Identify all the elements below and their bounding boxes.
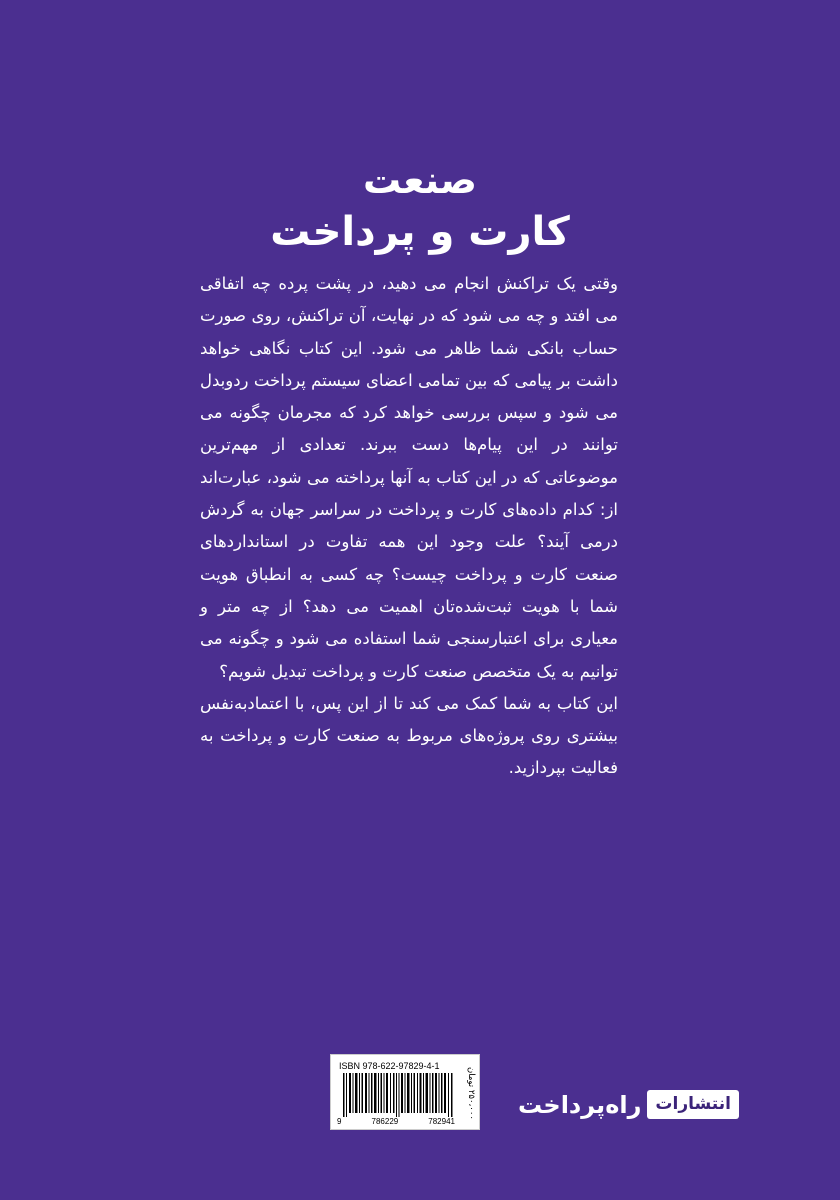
isbn-barcode xyxy=(330,1054,480,1130)
barcode-bars xyxy=(343,1073,453,1117)
publisher-tag: انتشارات xyxy=(647,1090,739,1119)
blurb-text xyxy=(200,268,618,785)
blurb-paragraph-2: این کتاب به شما کمک می کند تا از این پس، با اعتمادبه‌نفس بیشتری روی پروژه‌های مربوط به صنعت کارت و پرداخت به فعالیت بپردازید. xyxy=(200,693,618,778)
title-line-2: کارت و پرداخت xyxy=(270,208,570,255)
blurb-paragraph-1: وقتی یک تراکنش انجام می دهید، در پشت پرده چه اتفاقی می افتد و چه می شود که در نهایت، آن تراکنش، روی صورت حساب بانکی شما ظاهر می شود. این کتاب نگاهی خواهد داشت بر پیامی که بین تمامی اعضای سیستم پرداخت ردوبدل می شود و سپس بررسی خواهد کرد که مجرمان چگونه می توانند در این پیام‌ها دست ببرند. تعدادی از مهم‌ترین موضوعاتی که در این کتاب به آنها پرداخته می شود، عبارت‌اند از: کدام داده‌های کارت و پرداخت در سراسر جهان به گردش درمی آیند؟ علت وجود این همه تفاوت در استانداردهای صنعت کارت و پرداخت چیست؟ چه کسی به انطباق هویت شما با هویت ثبت‌شده‌تان اهمیت می دهد؟ از چه متر و معیاری برای اعتبارسنجی شما استفاده می شود و چگونه می توانیم به یک متخصص صنعت کارت و پرداخت تبدیل شویم؟ xyxy=(200,274,618,681)
barcode-digit-group-1: 786229 xyxy=(371,1117,399,1126)
title-line-1: صنعت xyxy=(363,158,477,202)
barcode-digit-group-2: 782941 xyxy=(428,1117,455,1126)
publisher-logo xyxy=(518,1090,739,1119)
price-label: ۲۵۰،۰۰۰ تومان xyxy=(466,1066,476,1120)
isbn-number: ISBN 978-622-97829-4-1 xyxy=(339,1061,440,1071)
publisher-brand: راه‌پرداخت xyxy=(518,1090,642,1119)
book-title xyxy=(0,158,840,256)
barcode-digits xyxy=(337,1117,455,1126)
barcode-digit-lead: 9 xyxy=(337,1117,342,1126)
